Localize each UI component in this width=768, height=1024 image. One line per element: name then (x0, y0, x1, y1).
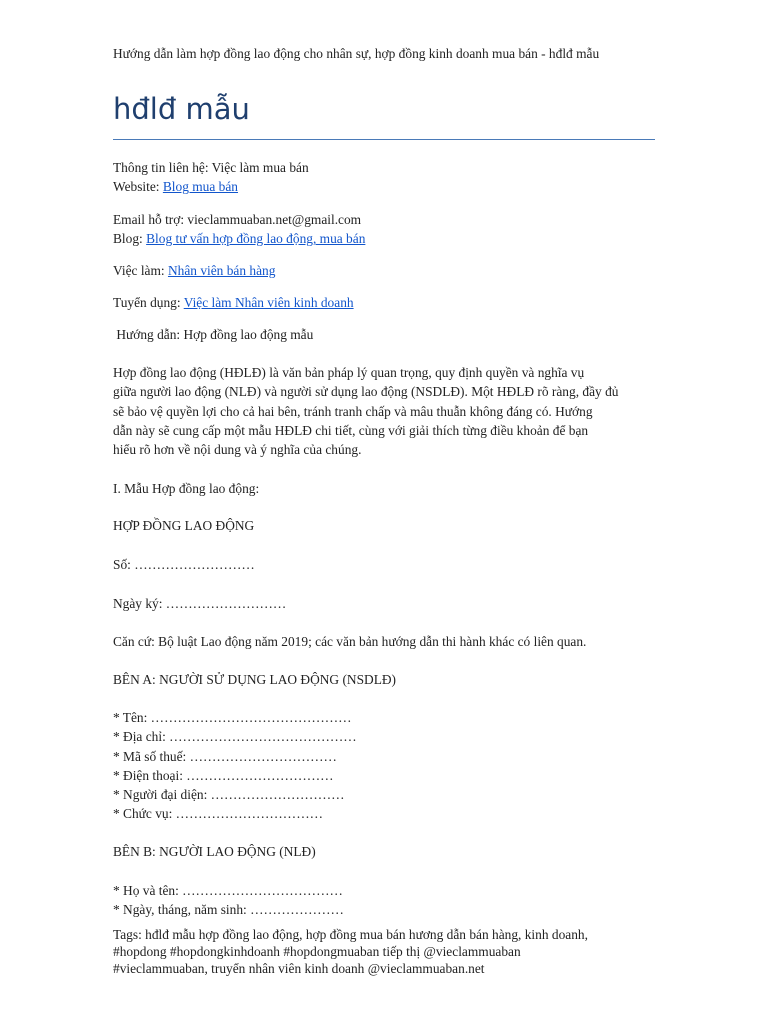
party-a-field: * Chức vụ: …………………………… (113, 806, 323, 822)
tags-line: Tags: hđlđ mẫu hợp đồng lao động, hợp đồng mua bán hương dẫn bán hàng, kinh doanh, (113, 927, 588, 942)
document-title: hđlđ mẫu (113, 92, 250, 126)
page-header: Hướng dẫn làm hợp đồng lao động cho nhân sự, hợp đồng kinh doanh mua bán - hđlđ mẫu (113, 46, 600, 61)
contract-number-text: Số: ……………………… (113, 557, 255, 572)
party-a-field: * Điện thoại: …………………………… (113, 767, 334, 783)
intro-line: sẽ bảo vệ quyền lợi cho cả hai bên, tránh tranh chấp và mâu thuẫn không đáng có. Hướng (113, 403, 593, 419)
job-link[interactable]: Nhân viên bán hàng (167, 263, 276, 278)
intro-line: hiểu rõ hơn về nội dung và ý nghĩa của chúng. (113, 442, 362, 458)
job-line (113, 261, 658, 280)
intro-line: giữa người lao động (NLĐ) và người sử dụng lao động (NSDLĐ). Một HĐLĐ rõ ràng, đầy đủ (113, 384, 619, 400)
recruit-link[interactable]: Việc làm Nhân viên kinh doanh (183, 295, 354, 310)
party-a-field: * Tên: ……………………………………… (113, 710, 352, 725)
website-label: Website: (113, 179, 163, 195)
party-b-field: * Họ và tên: ……………………………… (113, 883, 343, 898)
party-a-field: * Người đại diện: ………………………… (113, 787, 345, 803)
guide-line (113, 325, 658, 344)
party-b-fields (113, 881, 658, 920)
website-link[interactable]: Blog mua bán (162, 179, 239, 195)
intro-line: dẫn này sẽ cung cấp một mẫu HĐLĐ chi tiết, cùng với giải thích từng điều khoản để bạn (113, 422, 589, 438)
guide-text: Hướng dẫn: Hợp đồng lao động mẫu (113, 327, 314, 342)
support-block (113, 210, 658, 249)
contact-block (113, 158, 658, 197)
party-a-title: BÊN A: NGƯỜI SỬ DỤNG LAO ĐỘNG (NSDLĐ) (113, 672, 397, 687)
intro-paragraph (113, 363, 658, 459)
job-label: Việc làm: (113, 263, 168, 278)
contract-basis-text: Căn cứ: Bộ luật Lao động năm 2019; các văn bản hướng dẫn thi hành khác có liên quan. (113, 634, 587, 649)
contract-date-text: Ngày ký: ……………………… (113, 596, 287, 611)
title-underline (113, 139, 655, 140)
section-heading (113, 479, 658, 498)
website-line (113, 177, 658, 196)
intro-line: Hợp đồng lao động (HĐLĐ) là văn bản pháp lý quan trọng, quy định quyền và nghĩa vụ (113, 365, 585, 380)
contact-info: Thông tin liên hệ: Việc làm mua bán (113, 160, 309, 175)
contract-heading (113, 516, 658, 535)
party-a-fields (113, 708, 658, 824)
party-b-heading (113, 842, 658, 861)
contract-basis (113, 632, 658, 651)
party-a-heading (113, 670, 658, 689)
party-a-field: * Mã số thuế: …………………………… (113, 748, 337, 764)
section-title: I. Mẫu Hợp đồng lao động: (113, 481, 260, 496)
recruit-line (113, 293, 658, 312)
recruit-label: Tuyển dụng: (113, 295, 184, 310)
contract-title: HỢP ĐỒNG LAO ĐỘNG (113, 518, 255, 533)
party-b-field: * Ngày, tháng, năm sinh: ………………… (113, 902, 344, 918)
tags-line: #hopdong #hopdongkinhdoanh #hopdongmuaban tiếp thị @vieclammuaban (113, 944, 521, 959)
support-email: Email hỗ trợ: vieclammuaban.net@gmail.com (113, 212, 362, 227)
party-b-title: BÊN B: NGƯỜI LAO ĐỘNG (NLĐ) (113, 844, 316, 859)
contract-number (113, 555, 658, 574)
blog-link[interactable]: Blog tư vấn hợp đồng lao động, mua bán (146, 231, 366, 247)
blog-line (113, 229, 658, 248)
tags-line: #vieclammuaban, truyển nhân viên kinh doanh @vieclammuaban.net (113, 961, 485, 976)
party-a-field: * Địa chỉ: …………………………………… (113, 729, 357, 745)
tags-block (113, 926, 658, 977)
contract-date (113, 594, 658, 613)
blog-label: Blog: (113, 231, 147, 247)
